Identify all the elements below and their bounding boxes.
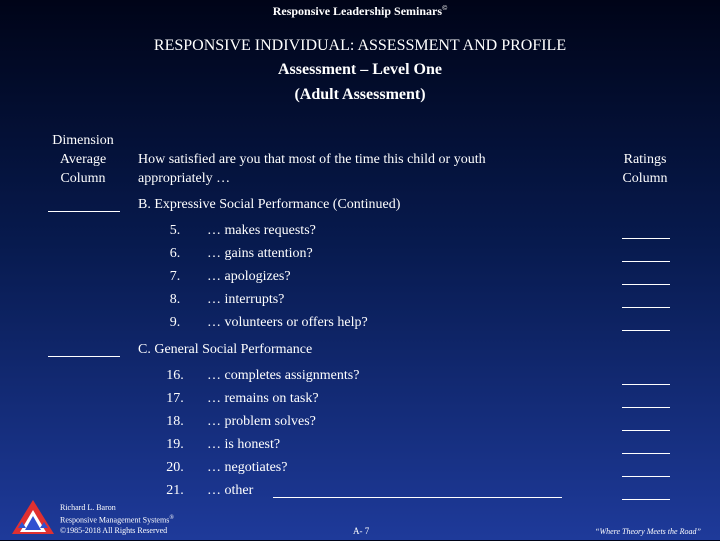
document-title: RESPONSIVE INDIVIDUAL: ASSESSMENT AND PROFILE bbox=[153, 37, 567, 54]
item-number: 6. bbox=[169, 246, 181, 261]
rating-blank bbox=[622, 384, 670, 385]
rating-blank bbox=[622, 453, 670, 454]
document-subtitle-2: (Adult Assessment) bbox=[294, 86, 426, 103]
item-number: 17. bbox=[166, 391, 184, 406]
rating-blank bbox=[622, 284, 670, 285]
item-number: 18. bbox=[166, 414, 184, 429]
item-number: 20. bbox=[166, 460, 184, 475]
rating-blank bbox=[622, 407, 670, 408]
question-header: How satisfied are you that most of the time this child or youth appropriately … bbox=[138, 152, 486, 186]
item-number: 16. bbox=[166, 368, 184, 383]
dimension-column-header: Dimension Average Column bbox=[52, 133, 114, 186]
item-number: 21. bbox=[166, 483, 184, 498]
footer-credits: Richard L. Baron Responsive Management Systems® ©1985-2018 All Rights Reserved bbox=[60, 503, 174, 535]
rating-blank bbox=[622, 476, 670, 477]
item-question: … interrupts? bbox=[207, 292, 285, 307]
rating-blank bbox=[622, 330, 670, 331]
section-label-c: C. General Social Performance bbox=[138, 342, 313, 357]
rating-blank bbox=[622, 430, 670, 431]
item-number: 19. bbox=[166, 437, 184, 452]
page-number: A- 7 bbox=[353, 526, 370, 536]
item-question: … remains on task? bbox=[207, 391, 319, 406]
seminar-header: Responsive Leadership Seminars© bbox=[272, 4, 448, 18]
item-question: … apologizes? bbox=[207, 269, 291, 284]
dimension-blank-b bbox=[48, 211, 120, 212]
item-number: 9. bbox=[169, 315, 181, 330]
item-question: … negotiates? bbox=[207, 460, 288, 475]
item-number: 5. bbox=[169, 223, 181, 238]
dimension-blank-c bbox=[48, 356, 120, 357]
item-question: … volunteers or offers help? bbox=[207, 315, 368, 330]
item-number: 7. bbox=[169, 269, 181, 284]
document-subtitle: Assessment – Level One bbox=[278, 61, 442, 78]
item-question: … is honest? bbox=[207, 437, 281, 452]
item-question: … other bbox=[207, 483, 254, 498]
footer-motto: “Where Theory Meets the Road” bbox=[595, 527, 701, 536]
rating-blank bbox=[622, 307, 670, 308]
item-number: 8. bbox=[169, 292, 181, 307]
rating-blank bbox=[622, 238, 670, 239]
other-blank-line bbox=[273, 497, 562, 498]
triangle-logo-icon bbox=[10, 498, 56, 541]
ratings-column-header: Ratings Column bbox=[622, 152, 668, 186]
rating-blank bbox=[622, 261, 670, 262]
rating-blank bbox=[622, 499, 670, 500]
item-question: … gains attention? bbox=[207, 246, 313, 261]
section-label-b: B. Expressive Social Performance (Continued) bbox=[138, 197, 401, 212]
item-question: … problem solves? bbox=[207, 414, 316, 429]
item-question: … makes requests? bbox=[207, 223, 316, 238]
item-question: … completes assignments? bbox=[207, 368, 360, 383]
